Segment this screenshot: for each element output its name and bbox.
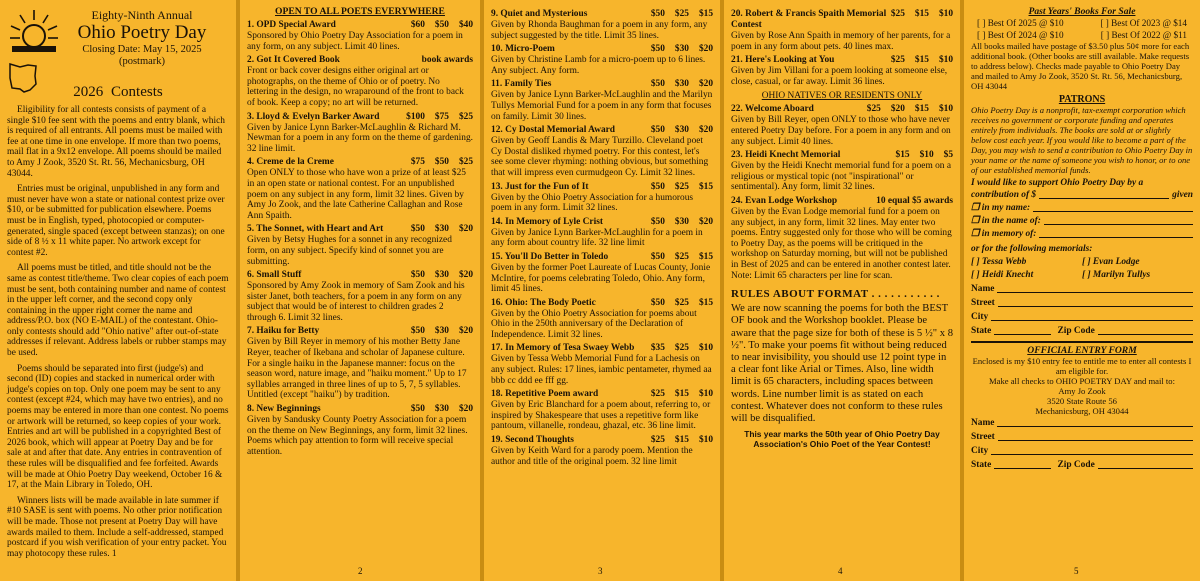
prize-amount: $25 <box>458 111 473 122</box>
contest-title <box>731 150 953 161</box>
checks-text: Make all checks to OHIO POETRY DAY and mail to: <box>989 375 1175 386</box>
ohio-outline-icon <box>8 62 38 94</box>
prize-amount: $60 <box>410 20 425 30</box>
prize-amount: $10 <box>698 389 713 400</box>
state-field[interactable] <box>994 326 1051 335</box>
prize-amount: $30 <box>434 326 449 337</box>
prize-amount: $10 <box>919 150 934 161</box>
prize-amount: $10 <box>938 9 953 19</box>
mail-address-street: 3520 State Route 56 <box>1047 395 1117 406</box>
contest-description: Given by Eric Blanchard for a poem about, referring to, or inspired by Shakespeare that uses a repetitive form like pantoum, villanelle, rondeau, ghazal, etc. 36 line limit. <box>491 400 711 432</box>
street-field[interactable] <box>998 298 1193 307</box>
city-label: City <box>971 311 989 322</box>
contest-prizes <box>651 298 713 309</box>
prize-amount: $20 <box>458 224 473 235</box>
closing-date: Closing Date: May 15, 2025 <box>82 44 202 55</box>
page-number: 3 <box>598 566 603 576</box>
prize-amount: $25 <box>866 104 881 115</box>
memorial-option[interactable]: [ ] Tessa Webb <box>971 256 1027 267</box>
prize-amount: $30 <box>674 79 689 90</box>
contest-name: 12. Cy Dostal Memorial Award <box>491 125 616 136</box>
contest-prizes <box>411 326 473 337</box>
prize-amount: $20 <box>698 216 713 227</box>
page-number: 4 <box>838 566 843 576</box>
panel-open-contests <box>240 0 480 581</box>
page-number: 5 <box>1074 566 1079 576</box>
prize-amount: $50 <box>410 224 425 235</box>
contest-list <box>247 20 473 457</box>
state-label: State <box>971 459 992 470</box>
prize-amount: $50 <box>410 326 425 337</box>
name-field[interactable] <box>997 284 1193 293</box>
prize-amount: $30 <box>434 404 449 415</box>
prize-amount: $25 <box>674 9 689 19</box>
prize-amount: $50 <box>410 404 425 415</box>
contest-prizes <box>896 150 954 161</box>
name-label: Name <box>971 417 995 428</box>
prize-amount: $50 <box>650 125 665 136</box>
contest-title <box>491 79 713 90</box>
contest-prizes <box>411 20 473 31</box>
contest-prizes <box>651 44 713 55</box>
in-name-of-field[interactable] <box>1044 216 1193 225</box>
prize-amount: $50 <box>650 251 665 262</box>
given-label: given <box>1172 189 1193 200</box>
zip-label: Zip Code <box>1057 325 1095 336</box>
contest-prizes <box>651 9 713 20</box>
book-checkbox[interactable]: [ ] Best Of 2023 @ $14 <box>1100 18 1187 28</box>
prize-amount: $10 <box>698 435 713 446</box>
mail-address-name: Amy Jo Zook <box>1058 385 1106 396</box>
in-my-name-field[interactable] <box>1033 203 1193 212</box>
contest-title <box>247 55 473 66</box>
patrons-text: Ohio Poetry Day is a nonprofit, tax-exempt corporation which receives no government or corporate funding and operates entirely from individuals. The books are sold at or slightly below cost each year. If you would like to become a part of the Day, you may wish to send a contribution to Ohio Poetry Day in your name or the name of someone you wish to honor, or to one of our established memorial funds. <box>971 105 1193 175</box>
prize-amount: $20 <box>458 326 473 337</box>
street-label: Street <box>971 297 995 308</box>
contest-name: 5. The Sonnet, with Heart and Art <box>247 224 384 235</box>
contest-description: Given by Rose Ann Spaith in memory of her parents, for a poem in any form about pets. 40 lines max. <box>731 31 951 52</box>
panel-cover <box>0 0 236 581</box>
prize-amount: $10 <box>938 55 953 66</box>
contest-name: 21. Here's Looking at You <box>731 55 835 66</box>
contest-description: Given by Rhonda Baughman for a poem in any form, any subject suggested by the title. Limit 35 lines. <box>491 20 708 41</box>
contest-title <box>731 55 953 66</box>
contest-title <box>491 343 713 354</box>
contest-name: 8. New Beginnings <box>247 404 321 415</box>
contest-name: 23. Heidi Knecht Memorial <box>731 150 841 161</box>
prize-amount: $75 <box>434 111 449 122</box>
contest-prizes <box>651 217 713 228</box>
anniversary-note: This year marks the 50th year of Ohio Poetry Day Association's Ohio Poet of the Year Contest! <box>744 429 940 450</box>
contest-prizes <box>422 55 473 66</box>
prize-amount: $20 <box>458 270 473 281</box>
mail-address-city: Mechanicsburg, OH 43044 <box>1035 405 1129 416</box>
open-heading: OPEN TO ALL POETS EVERYWHERE <box>275 6 445 17</box>
memorial-option[interactable]: [ ] Evan Lodge <box>1082 256 1140 267</box>
prize-amount: $30 <box>434 224 449 235</box>
contest-description: Given by Janice Lynn Barker-McLaughlin for a poem in any form about country life. 32 line limit <box>491 227 703 249</box>
contest-description: Given by Tessa Webb Memorial Fund for a Lachesis on any subject. Rules: 17 lines, iambic pentameter, rhymed aa bbb cc ddd ee fff gg. <box>491 354 712 386</box>
prize-amount: $15 <box>698 297 713 308</box>
contest-list <box>731 104 953 281</box>
contest-description: Sponsored by Ohio Poetry Day Association for a poem in any form, on any subject. Limit 40 lines. <box>247 31 463 52</box>
prize-amount: $30 <box>674 216 689 227</box>
prize-amount: $30 <box>434 270 449 281</box>
zip-label: Zip Code <box>1057 459 1095 470</box>
contest-name: 18. Repetitive Poem award <box>491 389 599 400</box>
books-heading: Past Years' Books For Sale <box>1028 6 1136 17</box>
in-my-name-option[interactable]: ❒ in my name: <box>971 202 1031 213</box>
contests-heading: 2026 Contests <box>73 84 163 100</box>
street-label: Street <box>971 431 995 442</box>
book-checkbox[interactable]: [ ] Best Of 2024 @ $10 <box>977 30 1064 40</box>
winners-paragraph: Winners lists will be made available in late summer if #10 SASE is sent with poems. No other prior notification will be made. Those not present at Poetry Day will have awards mailed to them. Include a self-addressed, stamped postcard if you wish verification of your entry packet. You may photocopy these rules. 1 <box>7 495 227 559</box>
contest-name: 14. In Memory of Lyle Crist <box>491 216 603 227</box>
contest-title <box>247 157 473 168</box>
prize-amount: $10 <box>698 343 713 354</box>
contest-description: Given by Bill Reyer in memory of his mother Betty Jane Reyer, teacher of Ikebana and scholar of Japanese culture. For a single haiku in the Japanese manner: focus on the season word, nature image, and "haiku moment." Up to 17 syllables arranged in three lines of up to 5, 7, 5 syllables. Untitled (except "haiku") by tradition. <box>247 337 467 401</box>
rules-body: We are now scanning the poems for both the BEST OF book and the Workshop booklet. Please be aware that the page size for both of these is 5 ½" x 8 ½". To make your poems fit without being reduced to near invisibility, you should use 12 point type in a clear font like Arial or Times. Also, line width limit is 65 characters, including spaces between words. Line number limit is as stated on each contest. Whatever does not conform to these rules will be disqualified. <box>731 303 954 424</box>
memorial-option[interactable]: [ ] Heidi Knecht <box>971 269 1034 280</box>
memorial-option[interactable]: [ ] Marilyn Tullys <box>1082 269 1151 280</box>
prize-amount: $25 <box>890 55 905 66</box>
name-field[interactable] <box>997 418 1193 427</box>
title-paragraph: All poems must be titled, and title should not be the same as contest title/theme. Two clear copies of each poem must be sent, both containing number and name of contest in the upper left corner, and the second copy only containing in the upper right corner the name and address/P.O. box (NO E-MAIL) of the contestant. Ohio-only contests should add "Ohio native" after out-of-state addresses if relevant. Address labels or rubber stamps may be used. <box>7 263 229 359</box>
contest-title <box>247 112 473 123</box>
contest-name: 6. Small Stuff <box>247 270 302 281</box>
prize-amount: $50 <box>434 20 449 30</box>
sunrise-logo-icon <box>8 6 60 58</box>
contest-name: 15. You'll Do Better in Toledo <box>491 251 609 262</box>
panel-contests-continued <box>484 0 720 581</box>
prize-amount: $15 <box>914 9 929 19</box>
contest-title <box>731 196 953 207</box>
official-text: Enclosed is my $10 entry fee to entitle me to enter all contests I am eligible for. <box>972 355 1192 376</box>
ohio-heading: OHIO NATIVES OR RESIDENTS ONLY <box>761 91 923 102</box>
contest-prizes <box>411 270 473 281</box>
divider <box>971 341 1193 343</box>
contest-prizes <box>651 435 713 446</box>
contest-name: 16. Ohio: The Body Poetic <box>491 297 596 308</box>
contest-prizes <box>651 252 713 263</box>
prize-amount: $15 <box>698 9 713 19</box>
contest-description: Given by Geoff Landis & Mary Turzillo. Cleveland poet Cy Dostal disliked rhymed poetry. For this contest, let's see some clever rhyming: nothing obvious, but something that will impress even curmudgeon Cy. Limit 32 lines. <box>491 136 709 178</box>
name-label: Name <box>971 283 995 294</box>
contest-title <box>491 389 713 400</box>
prize-amount: $25 <box>674 181 689 192</box>
contest-name: 2. Got It Covered Book <box>247 55 340 66</box>
prize-amount: $15 <box>674 389 689 400</box>
books-note: All books mailed have postage of $3.50 plus 50¢ more for each additional book. (Other books are still available. Make requests to address below). Checks made payable to Ohio Poetry Day and mailed to Amy Jo Zook, 3520 St. Rt. 56, Mechanicsburg, OH 43044 <box>971 41 1190 91</box>
prize-amount: $50 <box>650 297 665 308</box>
contest-description: Given by Sandusky County Poetry Association for a poem on the theme on New Beginnings, any form, limit 32 lines. Poems which pay attention to form will receive special attention. <box>247 415 468 457</box>
contest-name: 13. Just for the Fun of It <box>491 181 589 192</box>
contest-description: Front or back cover designs either original art or photographs, on the theme of Ohio or of poetry. No lettering in the design, no wraparound of the front to back of book. Keep a copy; no art will be returned. <box>247 66 464 108</box>
prize-amount: $15 <box>698 181 713 192</box>
prize-amount: $35 <box>650 343 665 354</box>
contest-name: 19. Second Thoughts <box>491 435 574 446</box>
prize-amount: $15 <box>674 435 689 446</box>
rules-title: RULES ABOUT FORMAT . . . . . . . . . . . <box>731 288 940 301</box>
prize-amount: $25 <box>890 9 905 19</box>
contest-description: Given by the Ohio Poetry Association for poems about Ohio in the 250th anniversary of the Declaration of Independence. Limit 32 lines. <box>491 308 697 340</box>
contribution-label: contribution of $ <box>971 189 1037 200</box>
contest-title <box>247 20 473 31</box>
prize-amount: $100 <box>406 111 425 122</box>
contest-description: Given by the Ohio Poetry Association for a humorous poem in any form. Limit 32 lines. <box>491 192 694 214</box>
contest-prizes <box>891 9 953 31</box>
annual-label: Eighty-Ninth Annual <box>91 8 193 22</box>
eligibility-paragraph: Eligibility for all contests consists of payment of a single $10 fee sent with the poems and entry blank, which is required of all entrants. All poems must be mailed with fee at one time in one envelope. If more than two poems, mail flat in a 9x12 envelope. All poems should be mailed to Amy J Zook, 3520 St. Rt. 56, Mechanicsburg, OH 43044. <box>7 105 225 179</box>
contest-description: Given by Betsy Hughes for a sonnet in any recognized form, on any subject. Specify kind of sonnet you are submitting. <box>247 235 452 267</box>
city-label: City <box>971 445 989 456</box>
prize-amount: $25 <box>458 157 473 168</box>
prize-amount: $20 <box>698 125 713 136</box>
postmark-note: (postmark) <box>118 56 166 67</box>
page-number: 2 <box>358 566 363 576</box>
contest-title <box>491 125 713 136</box>
book-checkbox[interactable]: [ ] Best Of 2025 @ $10 <box>977 18 1064 28</box>
prize-amount: $15 <box>914 104 929 115</box>
contest-prizes <box>651 343 713 354</box>
contest-title <box>491 298 713 309</box>
prize-amount: $25 <box>650 435 665 446</box>
contest-name: 4. Creme de la Creme <box>247 157 334 168</box>
support-label: I would like to support Ohio Poetry Day by a <box>971 178 1144 188</box>
prize-amount: $15 <box>914 55 929 66</box>
city-field[interactable] <box>991 446 1193 455</box>
contest-prizes <box>867 104 953 115</box>
state-label: State <box>971 325 992 336</box>
in-memory-of-field[interactable] <box>1039 229 1193 238</box>
contest-title <box>491 217 713 228</box>
prize-amount: $50 <box>650 9 665 19</box>
contest-name: 17. In Memory of Tesa Swaey Webb <box>491 343 635 354</box>
contest-title <box>247 404 473 415</box>
in-memory-of-option[interactable]: ❒ in memory of: <box>971 228 1037 239</box>
contest-list <box>731 9 953 87</box>
prize-amount: 10 equal $5 awards <box>876 195 953 206</box>
zip-field[interactable] <box>1098 326 1193 335</box>
contest-name: 11. Family Ties <box>491 79 552 90</box>
prize-amount: $50 <box>410 270 425 281</box>
contest-title <box>491 182 713 193</box>
zip-field[interactable] <box>1098 460 1193 469</box>
book-checkbox[interactable]: [ ] Best Of 2022 @ $11 <box>1100 30 1187 40</box>
contest-title <box>247 270 473 281</box>
contest-title <box>491 44 713 55</box>
prize-amount: $25 <box>650 389 665 400</box>
contest-title <box>491 9 713 20</box>
contest-title <box>491 252 713 263</box>
panel-order-form <box>964 0 1200 581</box>
prize-amount: $20 <box>458 404 473 415</box>
contest-title <box>247 326 473 337</box>
contest-description: Given by Bill Reyer, open ONLY to those who have never entered Poetry Day before. For a poem in any form and on any subject. Limit 40 lines. <box>731 115 951 147</box>
contest-prizes <box>651 79 713 90</box>
contest-title <box>731 9 953 31</box>
prize-amount: $20 <box>890 104 905 115</box>
prize-amount: $20 <box>698 44 713 55</box>
contribution-field[interactable] <box>1039 190 1169 199</box>
prize-amount: $30 <box>674 125 689 136</box>
prize-amount: $50 <box>650 181 665 192</box>
prize-amount: $10 <box>938 104 953 115</box>
contest-prizes <box>891 55 953 66</box>
prize-amount: $25 <box>674 297 689 308</box>
contest-prizes <box>651 389 713 400</box>
contest-prizes <box>411 224 473 235</box>
memorials-label: or for the following memorials: <box>971 243 1093 254</box>
contest-description: Given by Jim Villani for a poem looking at someone else, close, casual, or far away. Limit 36 lines. <box>731 66 948 87</box>
prize-amount: $50 <box>650 79 665 90</box>
panel-ohio-contests <box>724 0 960 581</box>
contest-description: Given by Keith Ward for a parody poem. Mention the author and title of the original poem. 32 line limit <box>491 446 693 467</box>
prize-amount: $50 <box>434 157 449 168</box>
contest-prizes <box>406 112 473 123</box>
contest-name: 9. Quiet and Mysterious <box>491 9 588 19</box>
prize-amount: $50 <box>650 216 665 227</box>
contest-name: 20. Robert & Francis Spaith Memorial Contest <box>731 9 887 30</box>
contest-description: Given by the Evan Lodge memorial fund for a poem on any subject, in any form, limit 32 lines. May enter two poems. Entry suggested only for those who will be coming to Poetry Day, as the poems will be critiqued in the workshop on Saturday morning, but will not be published in Best of 2025 and can be entered in another contest later. Note: Limit 65 characters per line for scan. <box>731 206 952 281</box>
patrons-heading: PATRONS <box>1058 94 1106 105</box>
state-field[interactable] <box>994 460 1051 469</box>
prize-amount: $75 <box>410 157 425 168</box>
official-heading: OFFICIAL ENTRY FORM <box>1027 344 1137 356</box>
prize-amount: $30 <box>674 44 689 55</box>
prize-amount: $5 <box>943 150 953 161</box>
contest-name: 10. Micro-Poem <box>491 44 555 55</box>
contest-prizes <box>411 157 473 168</box>
prize-amount: $40 <box>458 20 473 30</box>
prize-amount: $15 <box>698 251 713 262</box>
prize-amount: $25 <box>674 251 689 262</box>
prize-amount: book awards <box>421 55 473 66</box>
original-paragraph: Entries must be original, unpublished in any form and must never have won a state or national contest prize over $10, or be submitted for publication elsewhere. Poems must be in English, typed, photocopied or computer-generated, single spaced (except between stanzas); on one side of 8 ½ x 11 white paper. No artwork except for contest #2. <box>7 184 225 258</box>
contest-name: 24. Evan Lodge Workshop <box>731 195 838 206</box>
contest-name: 22. Welcome Aboard <box>731 104 814 115</box>
prize-amount: $50 <box>650 44 665 55</box>
contest-name: 7. Haiku for Betty <box>247 326 320 337</box>
contest-description: Given by Janice Lynn Barker-McLaughlin and the Marilyn Tullys Memorial Fund for a poem in any form that focuses on family. Limit 30 lines. <box>491 90 713 122</box>
prize-amount: $25 <box>674 343 689 354</box>
contest-description: Given by the Heidi Knecht memorial fund for a poem on a religious or mystical topic (not "inspirational" or sentimental). Any form, limit 32 lines. <box>731 161 951 193</box>
prize-amount: $15 <box>895 150 910 161</box>
contest-prizes <box>876 196 953 207</box>
contest-description: Given by Christine Lamb for a micro-poem up to 6 lines. Any subject. Any form. <box>491 55 706 76</box>
separation-paragraph: Poems should be separated into first (judge's) and second (ID) copies and stacked in numerical order with judge's copies on top. Only one poem may be sent to any contest (except #24, which may have two entries), and no poems may be entered in more than one contest. No poems or artwork will be returned, so keep copies of your work. Entries and art will be published in a copyrighted Best of 2026 book, which will appear at Poetry Day and be for sale at and after that date. Any entries in contravention of these rules will be disqualified and fee forfeited. Awards will be made at Ohio Poetry Day weekend, October 16 & 17, at the Main Library in Toledo, OH. <box>7 363 229 491</box>
contest-title <box>491 435 713 446</box>
contest-prizes <box>651 125 713 136</box>
street-field[interactable] <box>998 432 1193 441</box>
contest-description: Given by the former Poet Laureate of Lucas County, Jonie McIntire, for poems celebrating Toledo, Ohio. Any form, limit 45 lines. <box>491 262 711 295</box>
city-field[interactable] <box>991 312 1193 321</box>
page-title: Ohio Poetry Day <box>77 22 207 43</box>
contest-prizes <box>651 182 713 193</box>
contest-prizes <box>411 404 473 415</box>
contest-description: Given by Janice Lynn Barker-McLaughlin & Richard M. Newman for a poem in any form on the theme of gardening. 32 line limit. <box>247 122 473 154</box>
contest-description: Open ONLY to those who have won a prize of at least $25 in an open state or national contest. For an unpublished poem on any subject in any form, limit 32 lines. Given by Amy Jo Zook, and the late Catherine Callaghan and Rose Ann Spaith. <box>247 168 466 221</box>
contest-list <box>491 9 713 467</box>
contest-description: Sponsored by Amy Zook in memory of Sam Zook and his sister Janet, both teachers, for a poem in any form on any subject that would be of interest to children grades 2 through 6. Limit 32 lines. <box>247 281 465 323</box>
contest-name: 1. OPD Special Award <box>247 20 336 30</box>
contest-title <box>731 104 953 115</box>
contest-title <box>247 224 473 235</box>
in-name-of-option[interactable]: ❒ in the name of: <box>971 215 1041 226</box>
contest-name: 3. Lloyd & Evelyn Barker Award <box>247 111 380 122</box>
prize-amount: $20 <box>698 79 713 90</box>
